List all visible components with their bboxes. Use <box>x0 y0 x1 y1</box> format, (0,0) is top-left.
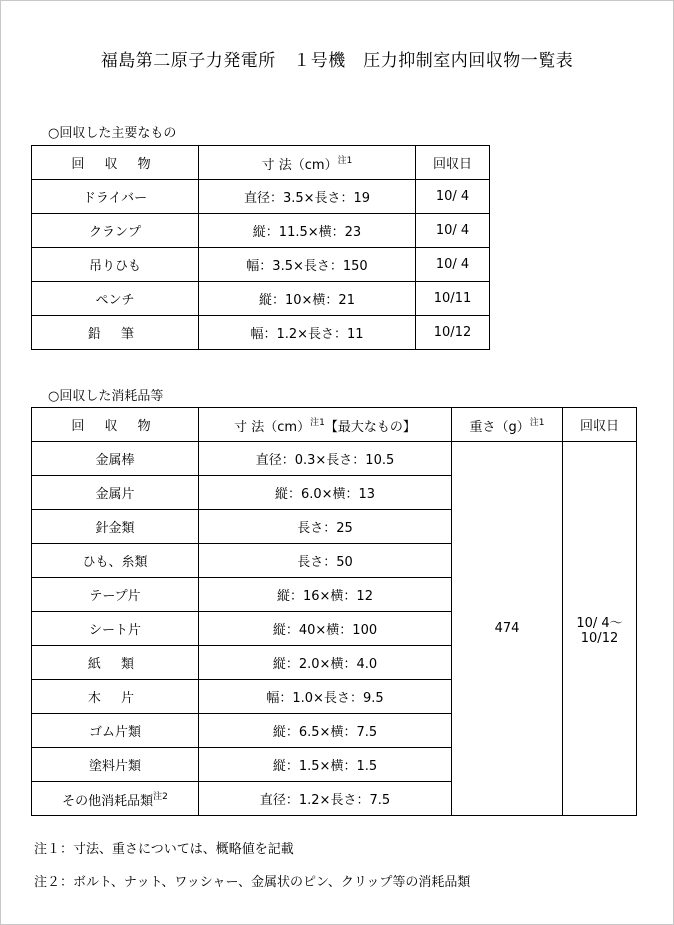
cell-size: 長さ：25 <box>199 510 452 544</box>
cell-date: 10/12 <box>416 316 490 350</box>
table-row <box>32 316 490 350</box>
cell-size: 縦：40×横：100 <box>199 612 452 646</box>
cell-item: 塗料片類 <box>32 748 199 782</box>
table-row <box>32 214 490 248</box>
cell-size: 縦：6.5×横：7.5 <box>199 714 452 748</box>
cell-size: 縦：10×横：21 <box>199 282 416 316</box>
cell-size: 直径：3.5×長さ：19 <box>199 180 416 214</box>
cell-size: 縦：11.5×横：23 <box>199 214 416 248</box>
cell-item: クランプ <box>32 214 199 248</box>
cell-size: 縦：16×横：12 <box>199 578 452 612</box>
cell-size: 幅：1.0×長さ：9.5 <box>199 680 452 714</box>
cell-item: テープ片 <box>32 578 199 612</box>
cell-size: 縦：6.0×横：13 <box>199 476 452 510</box>
header-date: 回収日 <box>563 408 637 442</box>
section-main-items-label: ○回収した主要なもの <box>48 126 177 141</box>
cell-weight-total: 474 <box>452 442 563 816</box>
main-items-table <box>31 145 490 350</box>
cell-size: 直径：0.3×長さ：10.5 <box>199 442 452 476</box>
cell-item: ゴム片類 <box>32 714 199 748</box>
cell-date-range: 10/ 4～ 10/12 <box>563 442 637 816</box>
cell-size: 幅：1.2×長さ：11 <box>199 316 416 350</box>
table-row <box>32 442 637 476</box>
cell-item: 針金類 <box>32 510 199 544</box>
cell-size: 長さ：50 <box>199 544 452 578</box>
cell-item: 紙 類 <box>32 646 199 680</box>
cell-item: 金属棒 <box>32 442 199 476</box>
section-consumables-label: ○回収した消耗品等 <box>48 389 164 404</box>
cell-size: 縦：2.0×横：4.0 <box>199 646 452 680</box>
header-size: 寸 法（cm）$^{注1}$ <box>199 146 416 180</box>
cell-size: 幅：3.5×長さ：150 <box>199 248 416 282</box>
cell-date: 10/ 4 <box>416 214 490 248</box>
header-item: 回 収 物 <box>32 146 199 180</box>
cell-item: 金属片 <box>32 476 199 510</box>
table-header-row <box>32 408 637 442</box>
cell-date: 10/ 4 <box>416 180 490 214</box>
cell-item: ひも、糸類 <box>32 544 199 578</box>
consumables-table <box>31 407 637 816</box>
cell-item: ペンチ <box>32 282 199 316</box>
header-item: 回 収 物 <box>32 408 199 442</box>
cell-item: その他消耗品類$^{注2}$ <box>32 782 199 816</box>
table-row <box>32 282 490 316</box>
header-weight: 重さ$(g)^{注1}$ <box>452 408 563 442</box>
page-title: 福島第二原子力発電所 １号機 圧力抑制室内回収物一覧表 <box>100 51 574 71</box>
cell-item: 鉛 筆 <box>32 316 199 350</box>
cell-date: 10/ 4 <box>416 248 490 282</box>
cell-item: シート片 <box>32 612 199 646</box>
cell-item: 吊りひも <box>32 248 199 282</box>
cell-item: ドライバー <box>32 180 199 214</box>
cell-date: 10/11 <box>416 282 490 316</box>
cell-item: 木 片 <box>32 680 199 714</box>
cell-size: 縦：1.5×横：1.5 <box>199 748 452 782</box>
table-row <box>32 248 490 282</box>
cell-size: 直径：1.2×長さ：7.5 <box>199 782 452 816</box>
table-row <box>32 180 490 214</box>
footnote-1: 注１：寸法、重さについては、概略値を記載 <box>34 842 294 857</box>
footnote-2: 注２：ボルト、ナット、ワッシャー、金属状のピン、クリップ等の消耗品類 <box>34 875 471 890</box>
header-date: 回収日 <box>416 146 490 180</box>
header-size: 寸 法（cm）$^{注1}$【最大なもの】 <box>199 408 452 442</box>
table-header-row <box>32 146 490 180</box>
